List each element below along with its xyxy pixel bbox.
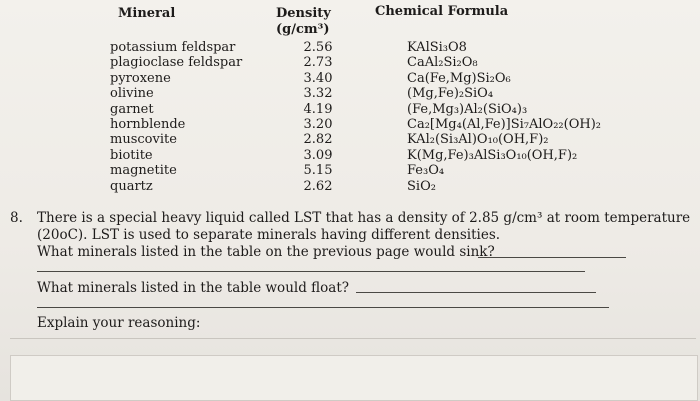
sink-answer-line-1[interactable] — [478, 257, 626, 258]
density-value: 5.15 — [303, 163, 333, 179]
header-density — [276, 6, 331, 38]
mineral-name: olivine — [110, 86, 154, 102]
mineral-column — [110, 40, 242, 194]
sink-answer-line-2[interactable] — [37, 271, 585, 272]
mineral-name: potassium feldspar — [110, 40, 236, 55]
header-density-line2: (g/cm³) — [276, 22, 330, 37]
chemical-formula: CaAl₂Si₂O₈ — [407, 55, 478, 71]
header-mineral: Mineral — [118, 6, 176, 21]
density-value: 2.73 — [303, 55, 333, 71]
mineral-name: hornblende — [110, 116, 186, 132]
density-value: 2.82 — [303, 132, 333, 148]
density-value: 4.19 — [303, 101, 333, 117]
explain-answer-area[interactable] — [10, 355, 698, 401]
chemical-formula: (Fe,Mg₃)Al₂(SiO₄)₃ — [407, 101, 528, 117]
mineral-name: muscovite — [110, 132, 177, 148]
header-density-line1: Density — [276, 6, 331, 21]
density-value: 3.20 — [303, 116, 333, 132]
mineral-name: magnetite — [110, 163, 177, 179]
density-value: 2.56 — [303, 40, 333, 55]
question-explain-prompt: Explain your reasoning: — [37, 315, 201, 331]
mineral-name: quartz — [110, 178, 153, 194]
explain-answer-line[interactable] — [10, 338, 696, 339]
chemical-formula: KAl₂(Si₃Al)O₁₀(OH,F)₂ — [407, 132, 549, 148]
question-text-line2: (20oC). LST is used to separate minerals having different densities. — [37, 227, 501, 243]
float-answer-line-1[interactable] — [356, 292, 596, 293]
mineral-name: garnet — [110, 101, 154, 117]
chemical-formula: (Mg,Fe)₂SiO₄ — [407, 86, 494, 102]
density-value: 3.32 — [303, 86, 333, 102]
chemical-formula: Fe₃O₄ — [407, 163, 445, 179]
density-value: 2.62 — [303, 178, 333, 194]
float-answer-line-2[interactable] — [37, 307, 609, 308]
chemical-formula: SiO₂ — [407, 178, 436, 194]
chemical-formula: K(Mg,Fe)₃AlSi₃O₁₀(OH,F)₂ — [407, 147, 578, 163]
mineral-name: plagioclase feldspar — [110, 55, 243, 71]
question-text-line1: There is a special heavy liquid called LST that has a density of 2.85 g/cm³ at room temperature — [37, 210, 691, 226]
mineral-name: pyroxene — [110, 70, 171, 86]
formula-column — [407, 40, 601, 194]
chemical-formula: Ca₂[Mg₄(Al,Fe)]Si₇AlO₂₂(OH)₂ — [407, 116, 601, 132]
chemical-formula: KAlSi₃O8 — [407, 40, 467, 55]
density-column — [298, 40, 338, 194]
header-formula: Chemical Formula — [375, 4, 509, 19]
chemical-formula: Ca(Fe,Mg)Si₂O₆ — [407, 70, 511, 86]
question-sink-prompt: What minerals listed in the table on the previous page would sink? — [37, 244, 495, 260]
density-value: 3.09 — [303, 147, 333, 163]
question-float-prompt: What minerals listed in the table would float? — [37, 280, 349, 296]
density-value: 3.40 — [303, 70, 333, 86]
question-number: 8. — [10, 210, 23, 226]
mineral-name: biotite — [110, 147, 153, 163]
